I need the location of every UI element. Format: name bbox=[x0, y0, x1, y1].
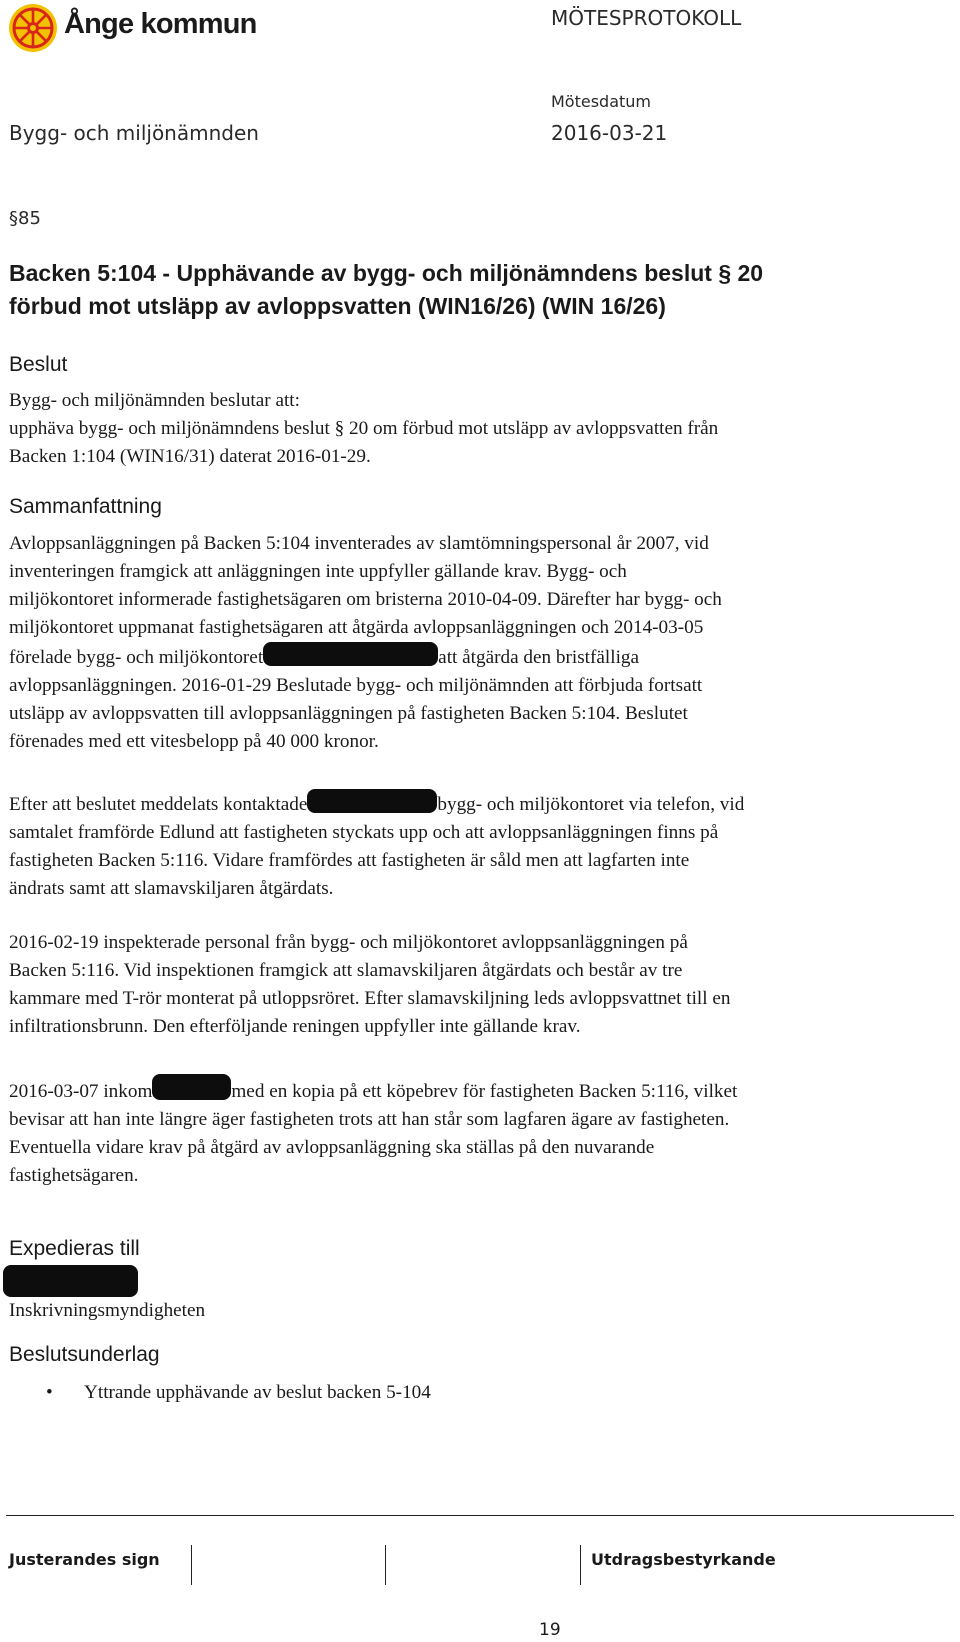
section-title-line1: Backen 5:104 - Upphävande av bygg- och miljönämndens beslut § 20 bbox=[9, 260, 764, 286]
paragraph-line: Eventuella vidare krav på åtgärd av avloppsanläggning ska ställas på den nuvarande bbox=[9, 1137, 655, 1158]
redacted-name bbox=[307, 789, 437, 813]
section-number: §85 bbox=[9, 208, 41, 229]
summary-paragraph-2 bbox=[9, 789, 744, 903]
sammanfattning-heading: Sammanfattning bbox=[9, 495, 162, 518]
paragraph-line: förenades med ett vitesbelopp på 40 000 kronor. bbox=[9, 731, 379, 752]
signature-separator bbox=[580, 1545, 581, 1585]
paragraph-line bbox=[9, 642, 722, 672]
list-item bbox=[46, 1379, 431, 1407]
paragraph-line: avloppsanläggningen. 2016-01-29 Beslutade bygg- och miljönämnden att förbjuda fortsatt bbox=[9, 675, 703, 696]
paragraph-line: miljökontoret uppmanat fastighetsägaren att åtgärda avloppsanläggningen och 2014-03-05 bbox=[9, 617, 704, 638]
paragraph-line: Avloppsanläggningen på Backen 5:104 inventerades av slamtömningspersonal år 2007, vid bbox=[9, 533, 709, 554]
paragraph-line: miljökontoret informerade fastighetsägaren om bristerna 2010-04-09. Därefter har bygg- och bbox=[9, 589, 722, 610]
certification-label: Utdragsbestyrkande bbox=[591, 1550, 776, 1569]
paragraph-line: fastighetsägaren. bbox=[9, 1165, 139, 1186]
summary-paragraph-4 bbox=[9, 1074, 737, 1190]
signature-separator bbox=[191, 1545, 192, 1585]
paragraph-line: bevisar att han inte längre äger fastigheten trots att han står som lagfaren ägare av fastigheten. bbox=[9, 1109, 730, 1130]
redacted-name bbox=[263, 642, 438, 666]
line-fragment: förelade bygg- och miljökontoret bbox=[9, 647, 264, 668]
paragraph-line: fastigheten Backen 5:116. Vidare framfördes att fastigheten är såld men att lagfarten inte bbox=[9, 850, 690, 871]
recipient: Inskrivningsmyndigheten bbox=[9, 1300, 206, 1321]
footer-divider bbox=[6, 1515, 954, 1516]
summary-paragraph-1 bbox=[9, 530, 722, 756]
paragraph-line bbox=[9, 1074, 737, 1106]
page-number: 19 bbox=[539, 1620, 561, 1640]
line-fragment: 2016-03-07 inkom bbox=[9, 1081, 153, 1102]
beslut-line: Backen 1:104 (WIN16/31) daterat 2016-01-29. bbox=[9, 446, 371, 467]
committee-name: Bygg- och miljönämnden bbox=[9, 121, 259, 145]
bullet-icon: • bbox=[46, 1382, 53, 1403]
paragraph-line: utsläpp av avloppsvatten till avloppsanläggningen på fastigheten Backen 5:104. Beslutet bbox=[9, 703, 688, 724]
municipality-logo bbox=[8, 3, 58, 53]
line-fragment: att åtgärda den bristfälliga bbox=[438, 647, 640, 668]
meeting-date: 2016-03-21 bbox=[551, 121, 668, 145]
paragraph-line: samtalet framförde Edlund att fastigheten styckats upp och att avloppsanläggningen finns på bbox=[9, 822, 719, 843]
section-title-line2: förbud mot utsläpp av avloppsvatten (WIN16/26) (WIN 16/26) bbox=[9, 293, 666, 319]
beslut-line: upphäva bygg- och miljönämndens beslut § 20 om förbud mot utsläpp av avloppsvatten från bbox=[9, 418, 719, 439]
redacted-recipient bbox=[3, 1265, 138, 1297]
section-title bbox=[9, 257, 763, 323]
redacted-name bbox=[152, 1074, 231, 1100]
beslut-heading: Beslut bbox=[9, 353, 68, 376]
paragraph-line: kammare med T-rör monterat på utloppsröret. Efter slamavskiljning leds avloppsvattnet till en bbox=[9, 988, 731, 1009]
list-item-text: Yttrande upphävande av beslut backen 5-104 bbox=[84, 1382, 431, 1403]
meeting-date-label: Mötesdatum bbox=[551, 92, 652, 111]
beslut-line: Bygg- och miljönämnden beslutar att: bbox=[9, 390, 300, 411]
expedieras-heading: Expedieras till bbox=[9, 1237, 140, 1260]
line-fragment: Efter att beslutet meddelats kontaktade bbox=[9, 794, 308, 815]
beslutsunderlag-heading: Beslutsunderlag bbox=[9, 1343, 160, 1366]
line-fragment: bygg- och miljökontoret via telefon, vid bbox=[437, 794, 745, 815]
document-type: MÖTESPROTOKOLL bbox=[551, 6, 742, 30]
logo-text: Ånge kommun bbox=[64, 8, 257, 40]
line-fragment: med en kopia på ett köpebrev för fastigheten Backen 5:116, vilket bbox=[231, 1081, 738, 1102]
paragraph-line: ändrats samt att slamavskiljaren åtgärdats. bbox=[9, 878, 334, 899]
paragraph-line: Backen 5:116. Vid inspektionen framgick att slamavskiljaren åtgärdats och består av tre bbox=[9, 960, 683, 981]
sun-wheel-logo-icon bbox=[8, 3, 58, 53]
paragraph-line: infiltrationsbrunn. Den efterföljande reningen uppfyller inte gällande krav. bbox=[9, 1016, 581, 1037]
paragraph-line: 2016-02-19 inspekterade personal från bygg- och miljökontoret avloppsanläggningen på bbox=[9, 932, 688, 953]
signature-label: Justerandes sign bbox=[9, 1550, 160, 1569]
beslut-text bbox=[9, 387, 718, 471]
summary-paragraph-3 bbox=[9, 929, 731, 1041]
paragraph-line bbox=[9, 789, 744, 819]
signature-separator bbox=[385, 1545, 386, 1585]
paragraph-line: inventeringen framgick att anläggningen inte uppfyller gällande krav. Bygg- och bbox=[9, 561, 627, 582]
